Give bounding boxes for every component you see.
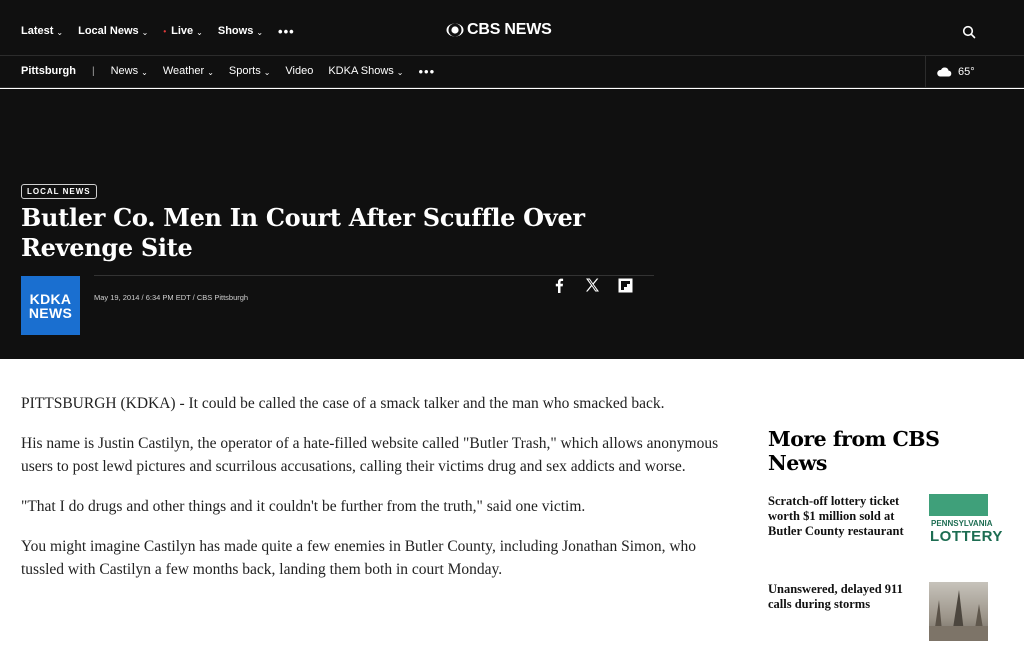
chevron-down-icon: ⌄ xyxy=(256,27,264,37)
header-divider xyxy=(94,275,654,276)
share-buttons xyxy=(551,277,633,293)
nav-shows[interactable]: Shows ⌄ xyxy=(217,25,264,37)
cbs-news-logo[interactable] xyxy=(446,21,552,39)
nav-sports[interactable]: Sports ⌄ xyxy=(228,65,271,77)
sidebar-story-911[interactable] xyxy=(768,582,988,641)
article-body xyxy=(21,392,741,598)
byline: May 19, 2014 / 6:34 PM EDT / CBS Pittsburgh xyxy=(94,293,249,302)
live-dot-icon: • xyxy=(163,26,167,36)
chevron-down-icon: ⌄ xyxy=(196,27,203,37)
article-paragraph: "That I do drugs and other things and it couldn't be further from the truth," said one victim. xyxy=(21,498,586,515)
flipboard-icon[interactable] xyxy=(617,277,633,293)
chevron-down-icon: ⌄ xyxy=(207,67,214,77)
article-paragraph: PITTSBURGH (KDKA) - It could be called the case of a smack talker and the man who smacked back. xyxy=(21,395,665,412)
local-nav-bar xyxy=(0,56,1024,88)
facebook-icon[interactable] xyxy=(551,277,567,293)
category-badge[interactable]: LOCAL NEWS xyxy=(21,184,97,199)
more-menu-icon[interactable]: ••• xyxy=(418,63,436,79)
nav-live[interactable]: • Live ⌄ xyxy=(163,25,203,37)
search-icon[interactable] xyxy=(961,24,977,40)
sidebar-title: More from CBS News xyxy=(768,427,940,475)
lottery-thumbnail[interactable]: PENNSYLVANIA LOTTERY xyxy=(929,494,988,553)
more-menu-icon[interactable]: ••• xyxy=(278,23,295,39)
article-paragraph: His name is Justin Castilyn, the operator of a hate-filled website called "Butler Trash," which allows anonymous users to post lewd pictures and scurrilous accusations, calling their victims drug and sex addicts and worse. xyxy=(21,435,719,475)
cbs-eye-icon xyxy=(446,23,464,37)
sidebar-story-title[interactable]: Scratch-off lottery ticket worth $1 million sold at Butler County restaurant xyxy=(768,494,904,538)
kdka-news-logo[interactable]: KDKA NEWS xyxy=(21,276,80,335)
headline: Butler Co. Men In Court After Scuffle Over Revenge Site xyxy=(21,203,585,262)
more-from-cbs xyxy=(768,427,988,475)
weather-temp: 65° xyxy=(958,66,975,78)
weather-widget[interactable] xyxy=(925,56,1024,88)
nav-local-news[interactable]: Local News ⌄ xyxy=(78,25,149,37)
chevron-down-icon: ⌄ xyxy=(56,27,64,37)
nav-pittsburgh[interactable]: Pittsburgh xyxy=(21,65,76,77)
chevron-down-icon: ⌄ xyxy=(263,67,271,77)
nav-latest[interactable]: Latest ⌄ xyxy=(21,25,64,37)
nav-separator: | xyxy=(92,65,95,77)
nav-news[interactable]: News ⌄ xyxy=(110,65,148,77)
nav-kdka-shows[interactable]: KDKA Shows ⌄ xyxy=(328,65,404,77)
storm-thumbnail[interactable] xyxy=(929,582,988,641)
sidebar-story-lottery[interactable] xyxy=(768,494,1003,553)
article-paragraph: You might imagine Castilyn has made quite a few enemies in Butler County, including Jonathan Simon, who tussled with Castilyn a few months back, landing them both in court Monday. xyxy=(21,538,697,578)
cloud-icon xyxy=(936,67,952,77)
chevron-down-icon: ⌄ xyxy=(141,27,149,37)
x-twitter-icon[interactable] xyxy=(584,277,600,293)
nav-video[interactable]: Video xyxy=(285,65,314,77)
nav-weather[interactable]: Weather ⌄ xyxy=(162,65,214,77)
chevron-down-icon: ⌄ xyxy=(396,67,404,77)
article-header xyxy=(0,89,1024,359)
sidebar-story-title[interactable]: Unanswered, delayed 911 calls during storms xyxy=(768,582,903,611)
logo-text: CBS NEWS xyxy=(467,21,552,38)
top-nav-bar xyxy=(0,0,1024,56)
chevron-down-icon: ⌄ xyxy=(141,67,148,77)
primary-nav xyxy=(21,25,295,37)
local-nav xyxy=(21,65,435,77)
